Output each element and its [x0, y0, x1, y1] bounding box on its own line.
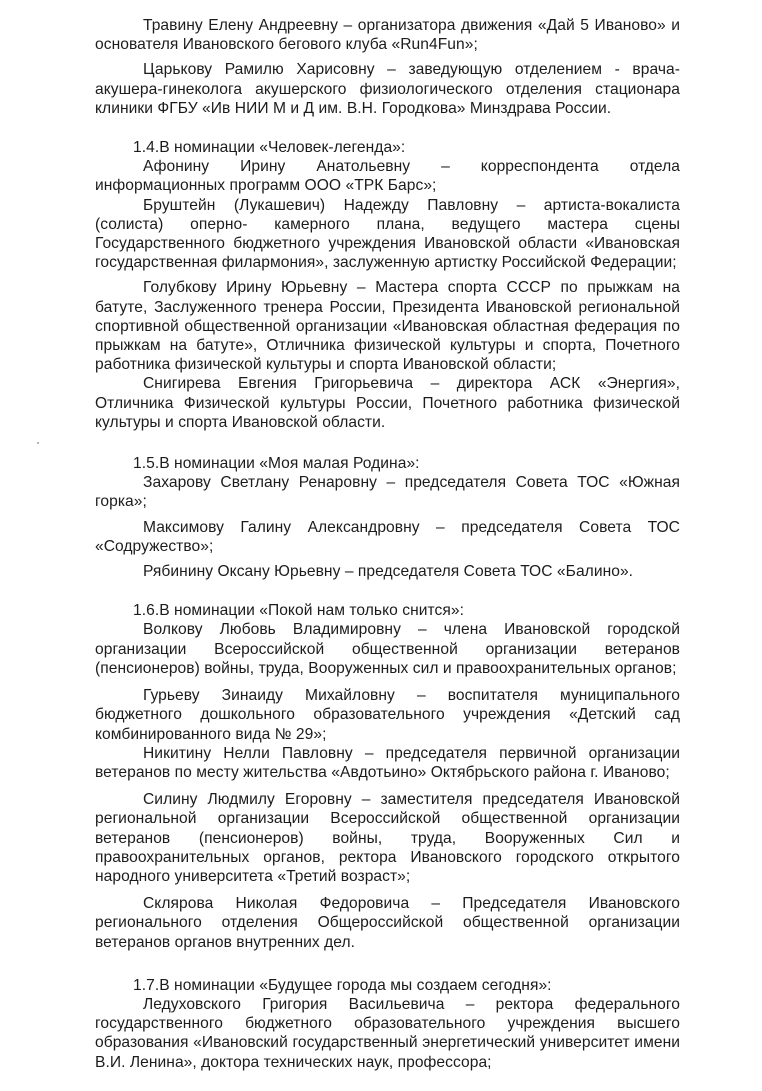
nominee-tsarkova: Царькову Рамилю Харисовну – заведующую отделением - врача-акушера-гинеколога акушерского физиологического отделения стационара клиники ФГБУ «Ив НИИ М и Д им. В.Н. Городкова» Минздрава России. — [95, 61, 680, 117]
nominee-sklyarova: Склярова Николая Федоровича – Председателя Ивановского регионального отделения Общероссийской общественной организации ветеранов органов внутренних дел. — [95, 895, 680, 951]
nominee-gurieva: Гурьеву Зинаиду Михайловну – воспитателя муниципального бюджетного дошкольного образовательного учреждения «Детский сад комбинированного вида № 29»; — [95, 687, 680, 743]
nominee-afonina: Афонину Ирину Анатольевну – корреспондента отдела информационных программ ООО «ТРК Барс»; — [95, 158, 680, 195]
nominee-volkova: Волкову Любовь Владимировну – члена Ивановской городской организации Всероссийской общественной организации ветеранов (пенсионеров) войны, труда, Вооруженных сил и правоохранительных органов; — [95, 621, 680, 677]
nominee-silina: Силину Людмилу Егоровну – заместителя председателя Ивановской региональной организации Всероссийской общественной организации ветеранов (пенсионеров) войны, труда, Вооруженных Сил и правоохранительных органов, ректора Ивановского городского открытого народного университета «Третий возраст»; — [95, 791, 680, 885]
section-heading-1-5: 1.5.В номинации «Моя малая Родина»: — [133, 455, 420, 473]
nominee-travina: Травину Елену Андреевну – организатора движения «Дай 5 Иваново» и основателя Ивановского бегового клуба «Run4Fun»; — [95, 17, 680, 54]
section-heading-1-4: 1.4.В номинации «Человек-легенда»: — [133, 139, 406, 157]
nominee-leduhovskogo: Ледуховского Григория Васильевича – ректора федерального государственного бюджетного образовательного учреждения высшего образования «Ивановский государственный энергетический университет имени В.И. Ленина», доктора технических наук, профессора; — [95, 995, 680, 1071]
nominee-brushtein: Бруштейн (Лукашевич) Надежду Павловну – артиста-вокалиста (солиста) оперно- камерного плана, ведущего мастера сцены Государственного бюджетного учреждения Ивановской области «Ивановская государственная филармония», заслуженную артистку Российской Федерации; — [95, 196, 680, 272]
scan-speck — [37, 442, 39, 444]
nominee-snigireva: Снигирева Евгения Григорьевича – директора АСК «Энергия», Отличника Физической культуры России, Почетного работника физической культуры и спорта Ивановской области. — [95, 375, 680, 431]
nominee-nikitina: Никитину Нелли Павловну – председателя первичной организации ветеранов по месту жительства «Авдотьино» Октябрьского района г. Иваново; — [95, 744, 680, 781]
section-heading-1-6: 1.6.В номинации «Покой нам только снится»: — [133, 602, 464, 620]
nominee-maksimova: Максимову Галину Александровну – председателя Совета ТОС «Содружество»; — [95, 518, 680, 555]
nominee-golubkova: Голубкову Ирину Юрьевну – Мастера спорта СССР по прыжкам на батуте, Заслуженного тренера России, Президента Ивановской региональной спортивной общественной организации «Ивановская областная федерация по прыжкам на батуте», Отличника физической культуры и спорта, Почетного работника физической культуры и спорта Ивановской области; — [95, 279, 680, 374]
nominee-ryabinina: Рябинину Оксану Юрьевну – председателя Совета ТОС «Балино». — [143, 563, 634, 581]
nominee-zaharova: Захарову Светлану Ренаровну – председателя Совета ТОС «Южная горка»; — [95, 474, 680, 511]
section-heading-1-7: 1.7.В номинации «Будущее города мы создаем сегодня»: — [133, 976, 552, 994]
